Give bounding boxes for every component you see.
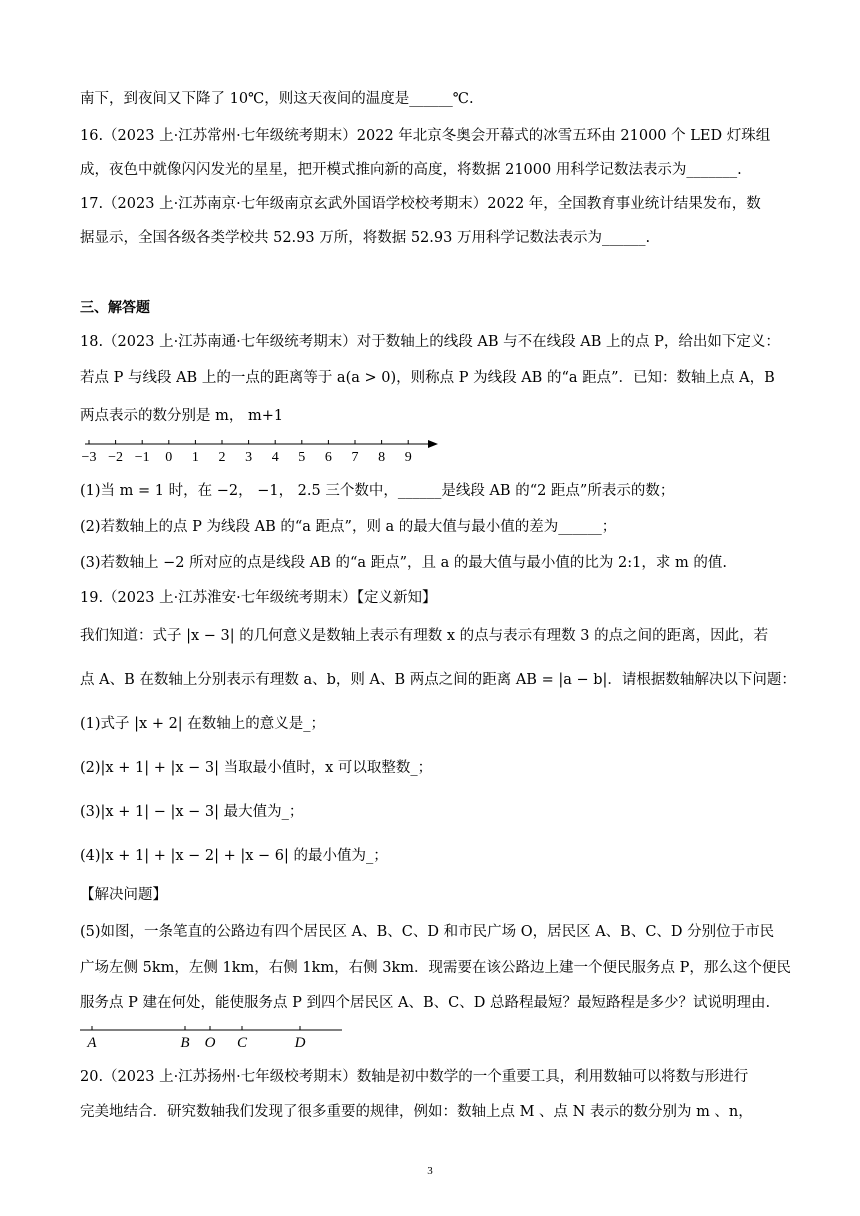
question-19-part-5: (5)如图，一条笔直的公路边有四个居民区 A、B、C、D 和市民广场 O，居民区 A、B、C、D 分别位于市民 [80, 924, 775, 940]
text-line: 广场左侧 5km，左侧 1km，右侧 1km，右侧 3km．现需要在该公路边上建一个便民服务点 P，那么这个便民 [80, 960, 791, 976]
number-line-label: 3 [245, 450, 253, 465]
number-line-label: 9 [404, 450, 412, 465]
question-19-part-3: (3)|x + 1| − |x − 3| 最大值为_； [80, 804, 304, 820]
road-label: C [236, 1035, 248, 1051]
section-heading: 三、解答题 [80, 300, 150, 316]
text-line: 若点 P 与线段 AB 上的一点的距离等于 a(a > 0)，则称点 P 为线段 AB 的“a 距点”．已知：数轴上点 A，B [80, 370, 775, 386]
text-line: 两点表示的数分别是 m， m+1 [80, 408, 284, 424]
number-line-label: 4 [271, 450, 279, 465]
road-label: D [294, 1035, 306, 1051]
number-line-label: 1 [191, 450, 199, 465]
question-19: 19.（2023 上·江苏淮安·七年级统考期末）【定义新知】 [80, 590, 437, 606]
number-line-label: −1 [134, 450, 150, 465]
text-line: 成，夜色中就像闪闪发光的星星，把开模式推向新的高度，将数据 21000 用科学记数法表示为_______. [80, 162, 742, 178]
page-number: 3 [427, 1165, 433, 1177]
question-19-part-1: (1)式子 |x + 2| 在数轴上的意义是_； [80, 716, 326, 732]
text-line: 我们知道：式子 |x − 3| 的几何意义是数轴上表示有理数 x 的点与表示有理数 3 的点之间的距离，因此，若 [80, 628, 769, 644]
road-figure [80, 1022, 360, 1052]
number-line-label: 6 [324, 450, 332, 465]
question-18-part-3: (3)若数轴上 −2 所对应的点是线段 AB 的“a 距点”，且 a 的最大值与最小值的比为 2:1，求 m 的值. [80, 555, 727, 571]
question-16: 16.（2023 上·江苏常州·七年级统考期末）2022 年北京冬奥会开幕式的冰雪五环由 21000 个 LED 灯珠组 [80, 128, 771, 144]
question-19-part-2: (2)|x + 1| + |x − 3| 当取最小值时，x 可以取整数_； [80, 760, 433, 776]
number-line-label: 0 [165, 450, 173, 465]
subheading: 【解决问题】 [80, 887, 167, 903]
road-label: A [87, 1035, 97, 1051]
question-17: 17.（2023 上·江苏南京·七年级南京玄武外国语学校校考期末）2022 年，全国教育事业统计结果发布，数 [80, 196, 761, 212]
question-18-part-1: (1)当 m = 1 时，在 −2， −1， 2.5 三个数中，______是线段 AB 的“2 距点”所表示的数； [80, 483, 675, 499]
road-label: O [204, 1035, 216, 1051]
text-line: 据显示，全国各级各类学校共 52.93 万所，将数据 52.93 万用科学记数法表示为______. [80, 230, 651, 246]
road-label: B [180, 1035, 190, 1051]
question-20: 20.（2023 上·江苏扬州·七年级校考期末）数轴是初中数学的一个重要工具，利用数轴可以将数与形进行 [80, 1069, 749, 1085]
question-18-part-2: (2)若数轴上的点 P 为线段 AB 的“a 距点”，则 a 的最大值与最小值的差为______； [80, 519, 617, 535]
number-line-label: −3 [81, 450, 97, 465]
number-line-label: 8 [378, 450, 386, 465]
number-line-label: −2 [108, 450, 124, 465]
number-line-figure [80, 435, 460, 467]
number-line-label: 2 [218, 450, 226, 465]
text-line: 点 A、B 在数轴上分别表示有理数 a、b，则 A、B 两点之间的距离 AB = |a − b|．请根据数轴解决以下问题： [80, 672, 796, 688]
text-line: 服务点 P 建在何处，能使服务点 P 到四个居民区 A、B、C、D 总路程最短？最短路程是多少？试说明理由. [80, 995, 771, 1011]
number-line-label: 5 [298, 450, 306, 465]
question-18: 18.（2023 上·江苏南通·七年级统考期末）对于数轴上的线段 AB 与不在线段 AB 上的点 P，给出如下定义： [80, 334, 780, 350]
text-line: 南下，到夜间又下降了 10℃，则这天夜间的温度是______℃. [80, 91, 474, 107]
question-19-part-4: (4)|x + 1| + |x − 2| + |x − 6| 的最小值为_； [80, 848, 388, 864]
text-line: 完美地结合．研究数轴我们发现了很多重要的规律，例如：数轴上点 M 、点 N 表示的数分别为 m 、n， [80, 1104, 753, 1120]
number-line-label: 7 [351, 450, 359, 465]
